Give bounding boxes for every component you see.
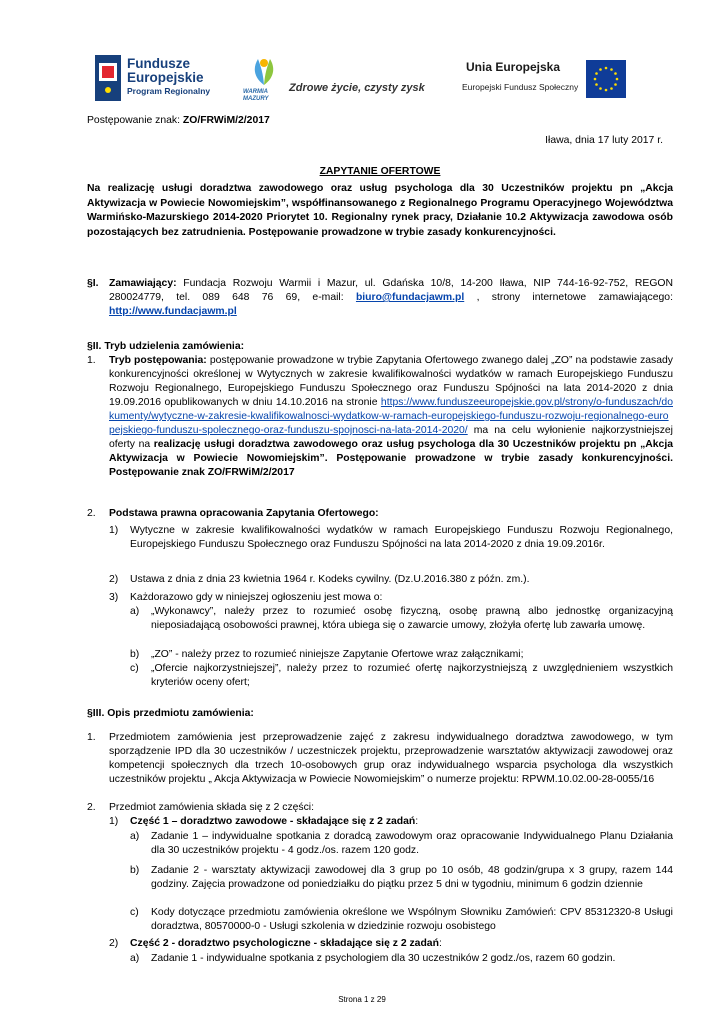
- section-3-heading: §III. Opis przedmiotu zamówienia:: [87, 708, 254, 719]
- section-3-point-2: 2. Przedmiot zamówienia składa się z 2 części:: [87, 802, 315, 813]
- website-link[interactable]: http://www.fundacjawm.pl: [109, 306, 237, 317]
- section-2-point-2: 2. Podstawa prawna opracowania Zapytania Ofertowego:: [87, 508, 379, 519]
- part-2-task-a: a) Zadanie 1 - indywidualne spotkania z psychologiem dla 30 uczestników 2 godz./os, razem 60 godzin.: [130, 953, 616, 964]
- reference-number: ZO/FRWiM/2/2017: [182, 115, 270, 126]
- document-title: ZAPYTANIE OFERTOWE: [319, 166, 441, 177]
- logo-header: [0, 0, 724, 110]
- fe-flag-icon: [95, 55, 121, 101]
- fe-subtitle: Program Regionalny: [127, 86, 211, 96]
- legal-basis-2: 2) Ustawa z dnia z dnia 23 kwietnia 1964 r. Kodeks cywilny. (Dz.U.2016.380 z późn. zm.).: [109, 574, 530, 585]
- ue-title: Unia Europejska: [466, 60, 561, 74]
- guidelines-link[interactable]: https://www.funduszeeuropejskie.gov.pl/strony/o-funduszach/dokumenty/wytyczne-w-zakresie-kwalifikowalnosci-wydatkow-w-ramach-europejskiego-funduszu-rozwoju-regionalnego-europejskiego-funduszu-spolecznego-oraz-funduszu-spojnosci-na-lata-2014-2020/: [109, 397, 673, 436]
- section-3-point-1: 1. Przedmiotem zamówienia jest przeprowadzenie zajęć z zakresu indywidualnego doradztwa zawodowego, w tym sporządzenie IPD dla 30 uczestników / uczestniczek projektu, przeprowadzenie warsztatów aktywizacji zawodowej oraz kompetencji społecznych dla trzech 10-osobowych grup oraz indywidualnego wsparcia psychologa dla wszystkich uczestników projektu „ Akcja Aktywizacja w Powiecie Nowomiejskim” o numerze projektu: RPWM.10.02.00-28-0055/16: [87, 732, 673, 785]
- legal-basis-1: 1) Wytyczne w zakresie kwalifikowalności wydatków w ramach Europejskiego Funduszu Rozwoju Regionalnego, Europejskiego Funduszu Społecznego oraz Funduszu Spójności na lata 2014-2020 z dnia 19.09.2016r.: [109, 525, 673, 550]
- page-number: Strona 1 z 29: [338, 995, 386, 1004]
- part-1-task-b: b) Zadanie 2 - warsztaty aktywizacji zawodowej dla 3 grup po 10 osób, 48 godzin/grupa x 3 grupy, razem 144 godziny. Zajęcia prowadzone od poniedziałku do piątku przez 5 dni w tygodniu, minimum 6 godzin dziennie: [130, 865, 673, 890]
- part-2: 2) Część 2 - doradztwo psychologiczne - składające się z 2 zadań:: [109, 938, 442, 949]
- fe-title: Fundusze Europejskie: [127, 56, 204, 85]
- unia-europejska-logo: [462, 60, 632, 100]
- part-1-cpv-codes: c) Kody dotyczące przedmiotu zamówienia określone we Wspólnym Słowniku Zamówień: CPV 85312320-8 Usługi doradztwa, 80570000-0 - Usługi szkolenia w dziedzinie rozwoju osobistego: [130, 907, 673, 932]
- fundusze-europejskie-logo: [95, 55, 213, 101]
- definition-c: c) „Ofercie najkorzystniejszej”, należy przez to rozumieć ofertę najkorzystniejszą z uwzględnieniem wszystkich kryteriów oceny ofert;: [130, 663, 673, 688]
- section-2-heading: §II. Tryb udzielenia zamówienia:: [87, 341, 245, 352]
- section-1: [87, 277, 673, 319]
- wm-slogan: Zdrowe życie, czysty zysk: [289, 82, 425, 94]
- place-date: Iława, dnia 17 luty 2017 r.: [545, 135, 663, 146]
- section-2-point-1-body: Tryb postępowania: postępowanie prowadzone w trybie Zapytania Ofertowego zwanego dalej „ZO” na podstawie zasady konkurencyjności określonej w Wytycznych w zakresie kwalifikowalności wydatków w ramach Europejskiego Funduszu Rozwoju Regionalnego, Europejskiego Funduszu Społecznego oraz Funduszu Spójności na lata 2014-2020 z dnia 19.09.2016 opublikowanych w dniu 14.10.2016 na stronie https://www.funduszeeuropejskie.gov.pl/strony/o-funduszach/dokumenty/wytyczne-w-zakresie-kwalifikowalnosci-wydatkow-w-ramach-europejskiego-funduszu-rozwoju-regionalnego-europejskiego-funduszu-spolecznego-oraz-funduszu-spojnosci-na-lata-2014-2020/ ma na celu wyłonienie najkorzystniejszej oferty na realizację usługi doradztwa zawodowego oraz usług psychologa dla 30 Uczestników projektu pn „Akcja Aktywizacja w Powiecie Nowomiejskim”. Postępowanie prowadzone w trybie zasady konkurencyjności. Postępowanie znak ZO/FRWiM/2/2017: [109, 355, 673, 478]
- warmia-mazury-logo: [243, 55, 443, 101]
- wm-caption: WARMIA MAZURY: [243, 89, 269, 102]
- eu-flag-icon: [586, 60, 626, 98]
- definition-a: a) „Wykonawcy”, należy przez to rozumieć osobę fizyczną, osobę prawną albo jednostkę organizacyjną nieposiadającą osobowości prawnej, która ubiega się o zawarcie umowy, złożyła ofertę lub zawarła umowę.: [130, 606, 673, 631]
- reference-line: Postępowanie znak: ZO/FRWiM/2/2017: [87, 115, 270, 126]
- email-link[interactable]: biuro@fundacjawm.pl: [355, 292, 465, 303]
- part-1: 1) Część 1 – doradztwo zawodowe - składające się z 2 zadań:: [109, 816, 419, 827]
- part-1-task-a: a) Zadanie 1 – indywidualne spotkania z doradcą zawodowym oraz opracowanie Indywidualnego Planu Działania dla 30 uczestników projektu - 4 godz./os. razem 120 godz.: [130, 831, 673, 856]
- definition-b: b) „ZO” - należy przez to rozumieć niniejsze Zapytanie Ofertowe wraz załącznikami;: [130, 649, 524, 660]
- ue-subtitle: Europejski Fundusz Społeczny: [462, 82, 579, 92]
- legal-basis-3: 3) Każdorazowo gdy w niniejszej ogłoszeniu jest mowa o:: [109, 592, 383, 603]
- warmia-mazury-emblem-icon: [249, 55, 279, 87]
- section-2-point-1: 1. Tryb postępowania: postępowanie prowadzone w trybie Zapytania Ofertowego zwanego dalej „ZO” na podstawie zasady konkurencyjności określonej w Wytycznych w zakresie kwalifikowalności wydatków w ramach Europejskiego Funduszu Rozwoju Regionalnego, Europejskiego Funduszu Społecznego oraz Funduszu Spójności na lata 2014-2020 z dnia 19.09.2016 opublikowanych w dniu 14.10.2016 na stronie https://www.funduszeeuropejskie.gov.pl/strony/o-funduszach/dokumenty/wytyczne-w-zakresie-kwalifikowalnosci-wydatkow-w-ramach-europejskiego-funduszu-rozwoju-regionalnego-europejskiego-funduszu-spolecznego-oraz-funduszu-spojnosci-na-lata-2014-2020/ ma na celu wyłonienie najkorzystniejszej oferty na realizację usługi doradztwa zawodowego oraz usług psychologa dla 30 Uczestników projektu pn „Akcja Aktywizacja w Powiecie Nowomiejskim”. Postępowanie prowadzone w trybie zasady konkurencyjności. Postępowanie znak ZO/FRWiM/2/2017: [87, 355, 673, 478]
- document-intro: Na realizację usługi doradztwa zawodowego oraz usług psychologa dla 30 Uczestników projektu pn „Akcja Aktywizacja w Powiecie Nowomiejskim”, współfinansowanego z Regionalnego Programu Operacyjnego Województwa Warmińsko-Mazurskiego 2014-2020 Priorytet 10. Regionalny rynek pracy, Działanie 10.2 Aktywizacja zawodowa osób pozostających bez zatrudnienia. Postępowanie prowadzone w trybie zasady konkurencyjności.: [87, 183, 673, 238]
- section-1-number: §I.: [87, 278, 99, 289]
- section-1-body: Zamawiający: Fundacja Rozwoju Warmii i Mazur, ul. Gdańska 10/8, 14-200 Iława, NIP 744-16-92-752, REGON 280024779, tel. 089 648 76 69, e-mail: biuro@fundacjawm.pl , strony internetowe zamawiającego: http://www.fundacjawm.pl: [109, 278, 673, 317]
